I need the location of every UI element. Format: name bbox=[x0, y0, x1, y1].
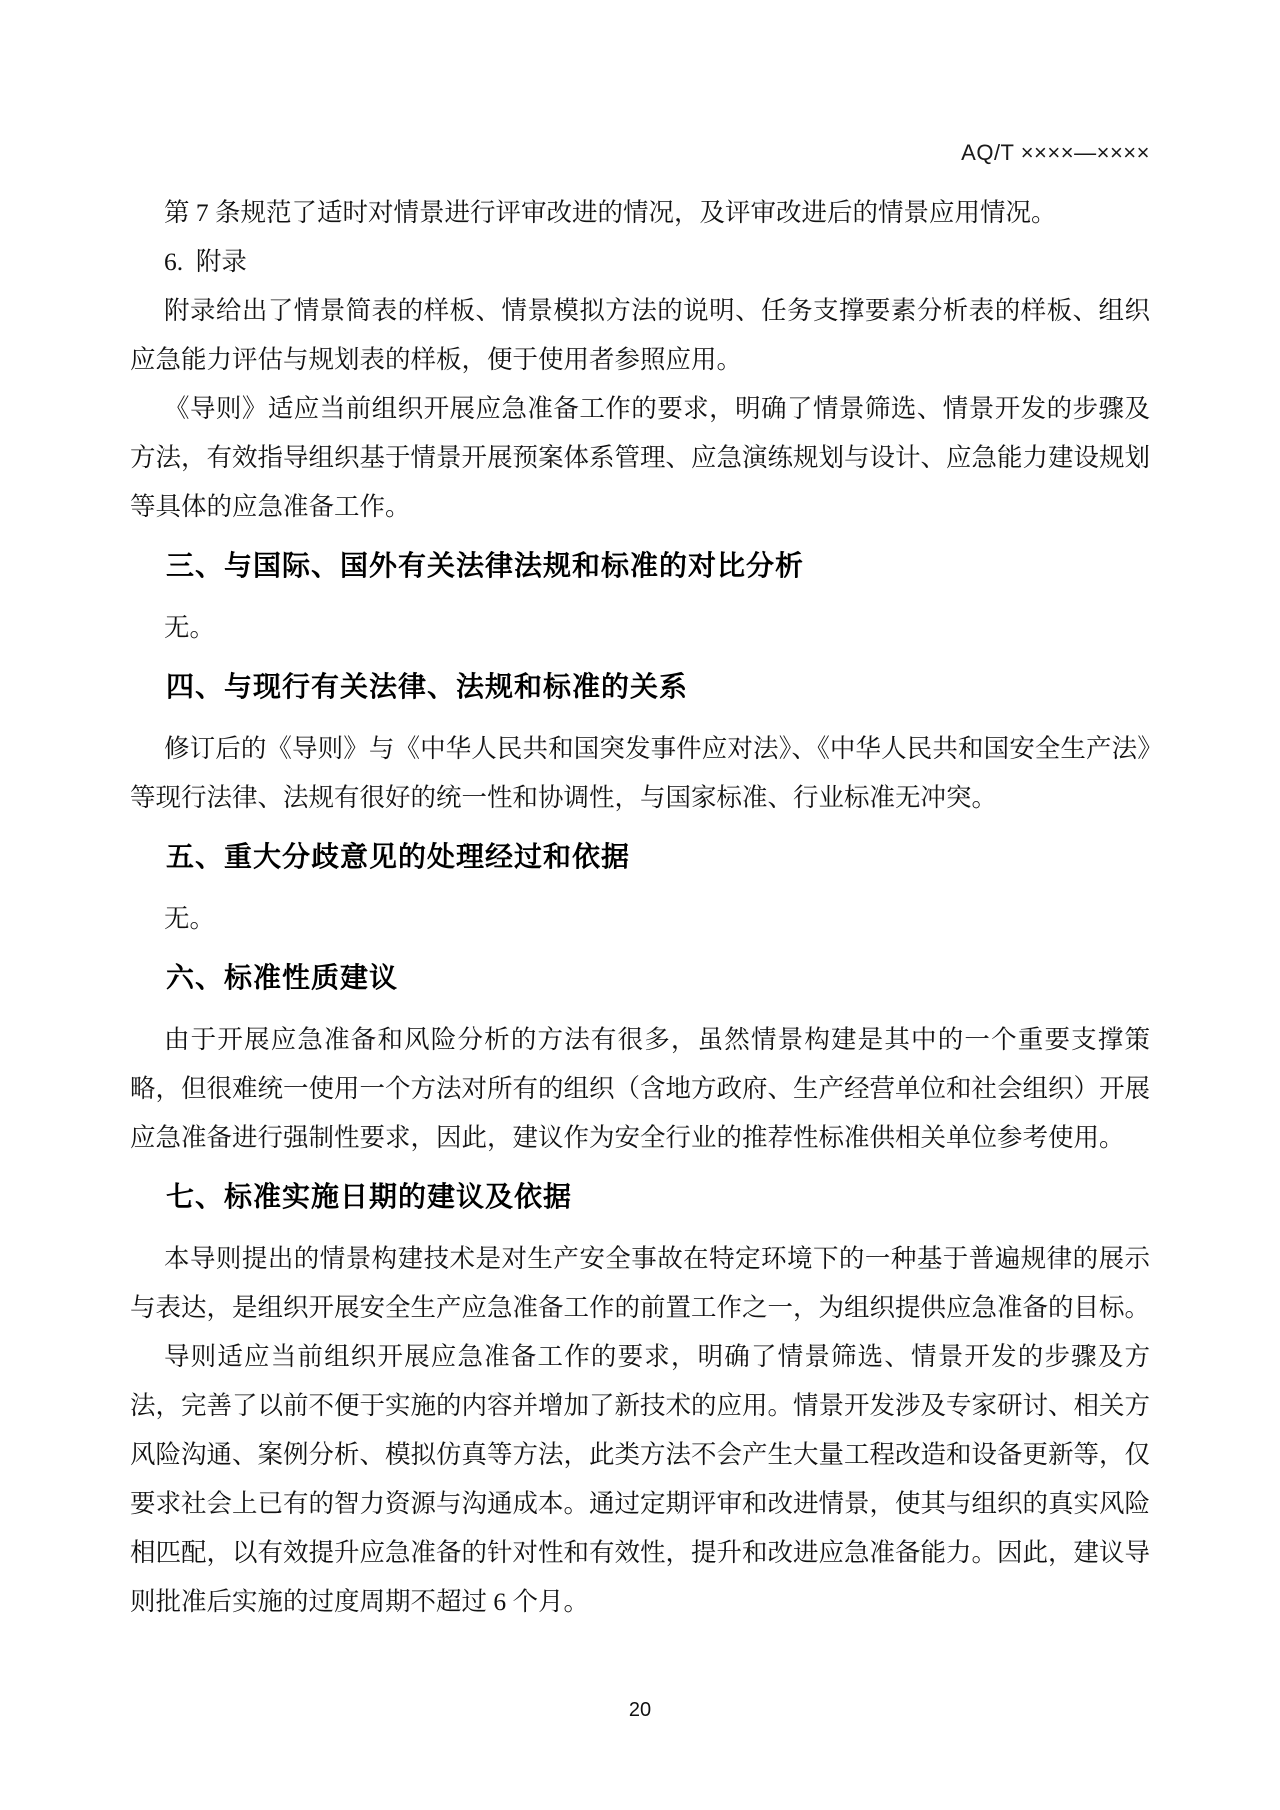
document-body bbox=[130, 188, 1150, 1626]
page-number bbox=[0, 1698, 1280, 1722]
paragraph: 由于开展应急准备和风险分析的方法有很多，虽然情景构建是其中的一个重要支撑策略，但很难统一使用一个方法对所有的组织（含地方政府、生产经营单位和社会组织）开展应急准备进行强制性要求，因此，建议作为安全行业的推荐性标准供相关单位参考使用。 bbox=[130, 1025, 1151, 1152]
standard-code: AQ/T ××××—×××× bbox=[961, 140, 1150, 165]
paragraph: 无。 bbox=[164, 904, 216, 933]
numbered-item: 6. 附录 bbox=[164, 247, 247, 276]
paragraph: 无。 bbox=[164, 613, 216, 642]
page-header bbox=[130, 0, 1150, 166]
paragraph: 本导则提出的情景构建技术是对生产安全事故在特定环境下的一种基于普遍规律的展示与表达，是组织开展安全生产应急准备工作的前置工作之一，为组织提供应急准备的目标。 bbox=[130, 1244, 1151, 1322]
section-heading-6: 六、标准性质建议 bbox=[166, 962, 399, 993]
paragraph: 第 7 条规范了适时对情景进行评审改进的情况，及评审改进后的情景应用情况。 bbox=[164, 198, 1057, 227]
paragraph: 修订后的《导则》与《中华人民共和国突发事件应对法》、《中华人民共和国安全生产法》等现行法律、法规有很好的统一性和协调性，与国家标准、行业标准无冲突。 bbox=[130, 734, 1150, 812]
paragraph: 《导则》适应当前组织开展应急准备工作的要求，明确了情景筛选、情景开发的步骤及方法，有效指导组织基于情景开展预案体系管理、应急演练规划与设计、应急能力建设规划等具体的应急准备工作。 bbox=[130, 394, 1151, 521]
paragraph: 导则适应当前组织开展应急准备工作的要求，明确了情景筛选、情景开发的步骤及方法，完善了以前不便于实施的内容并增加了新技术的应用。情景开发涉及专家研讨、相关方风险沟通、案例分析、模拟仿真等方法，此类方法不会产生大量工程改造和设备更新等，仅要求社会上已有的智力资源与沟通成本。通过定期评审和改进情景，使其与组织的真实风险相匹配，以有效提升应急准备的针对性和有效性，提升和改进应急准备能力。因此，建议导则批准后实施的过度周期不超过 6 个月。 bbox=[130, 1342, 1151, 1616]
paragraph: 附录给出了情景简表的样板、情景模拟方法的说明、任务支撑要素分析表的样板、组织应急能力评估与规划表的样板，便于使用者参照应用。 bbox=[130, 296, 1150, 374]
section-heading-3: 三、与国际、国外有关法律法规和标准的对比分析 bbox=[166, 550, 805, 581]
section-heading-7: 七、标准实施日期的建议及依据 bbox=[166, 1181, 573, 1212]
section-heading-5: 五、重大分歧意见的处理经过和依据 bbox=[166, 841, 631, 872]
page-number-value: 20 bbox=[628, 1699, 652, 1721]
section-heading-4: 四、与现行有关法律、法规和标准的关系 bbox=[166, 671, 689, 702]
